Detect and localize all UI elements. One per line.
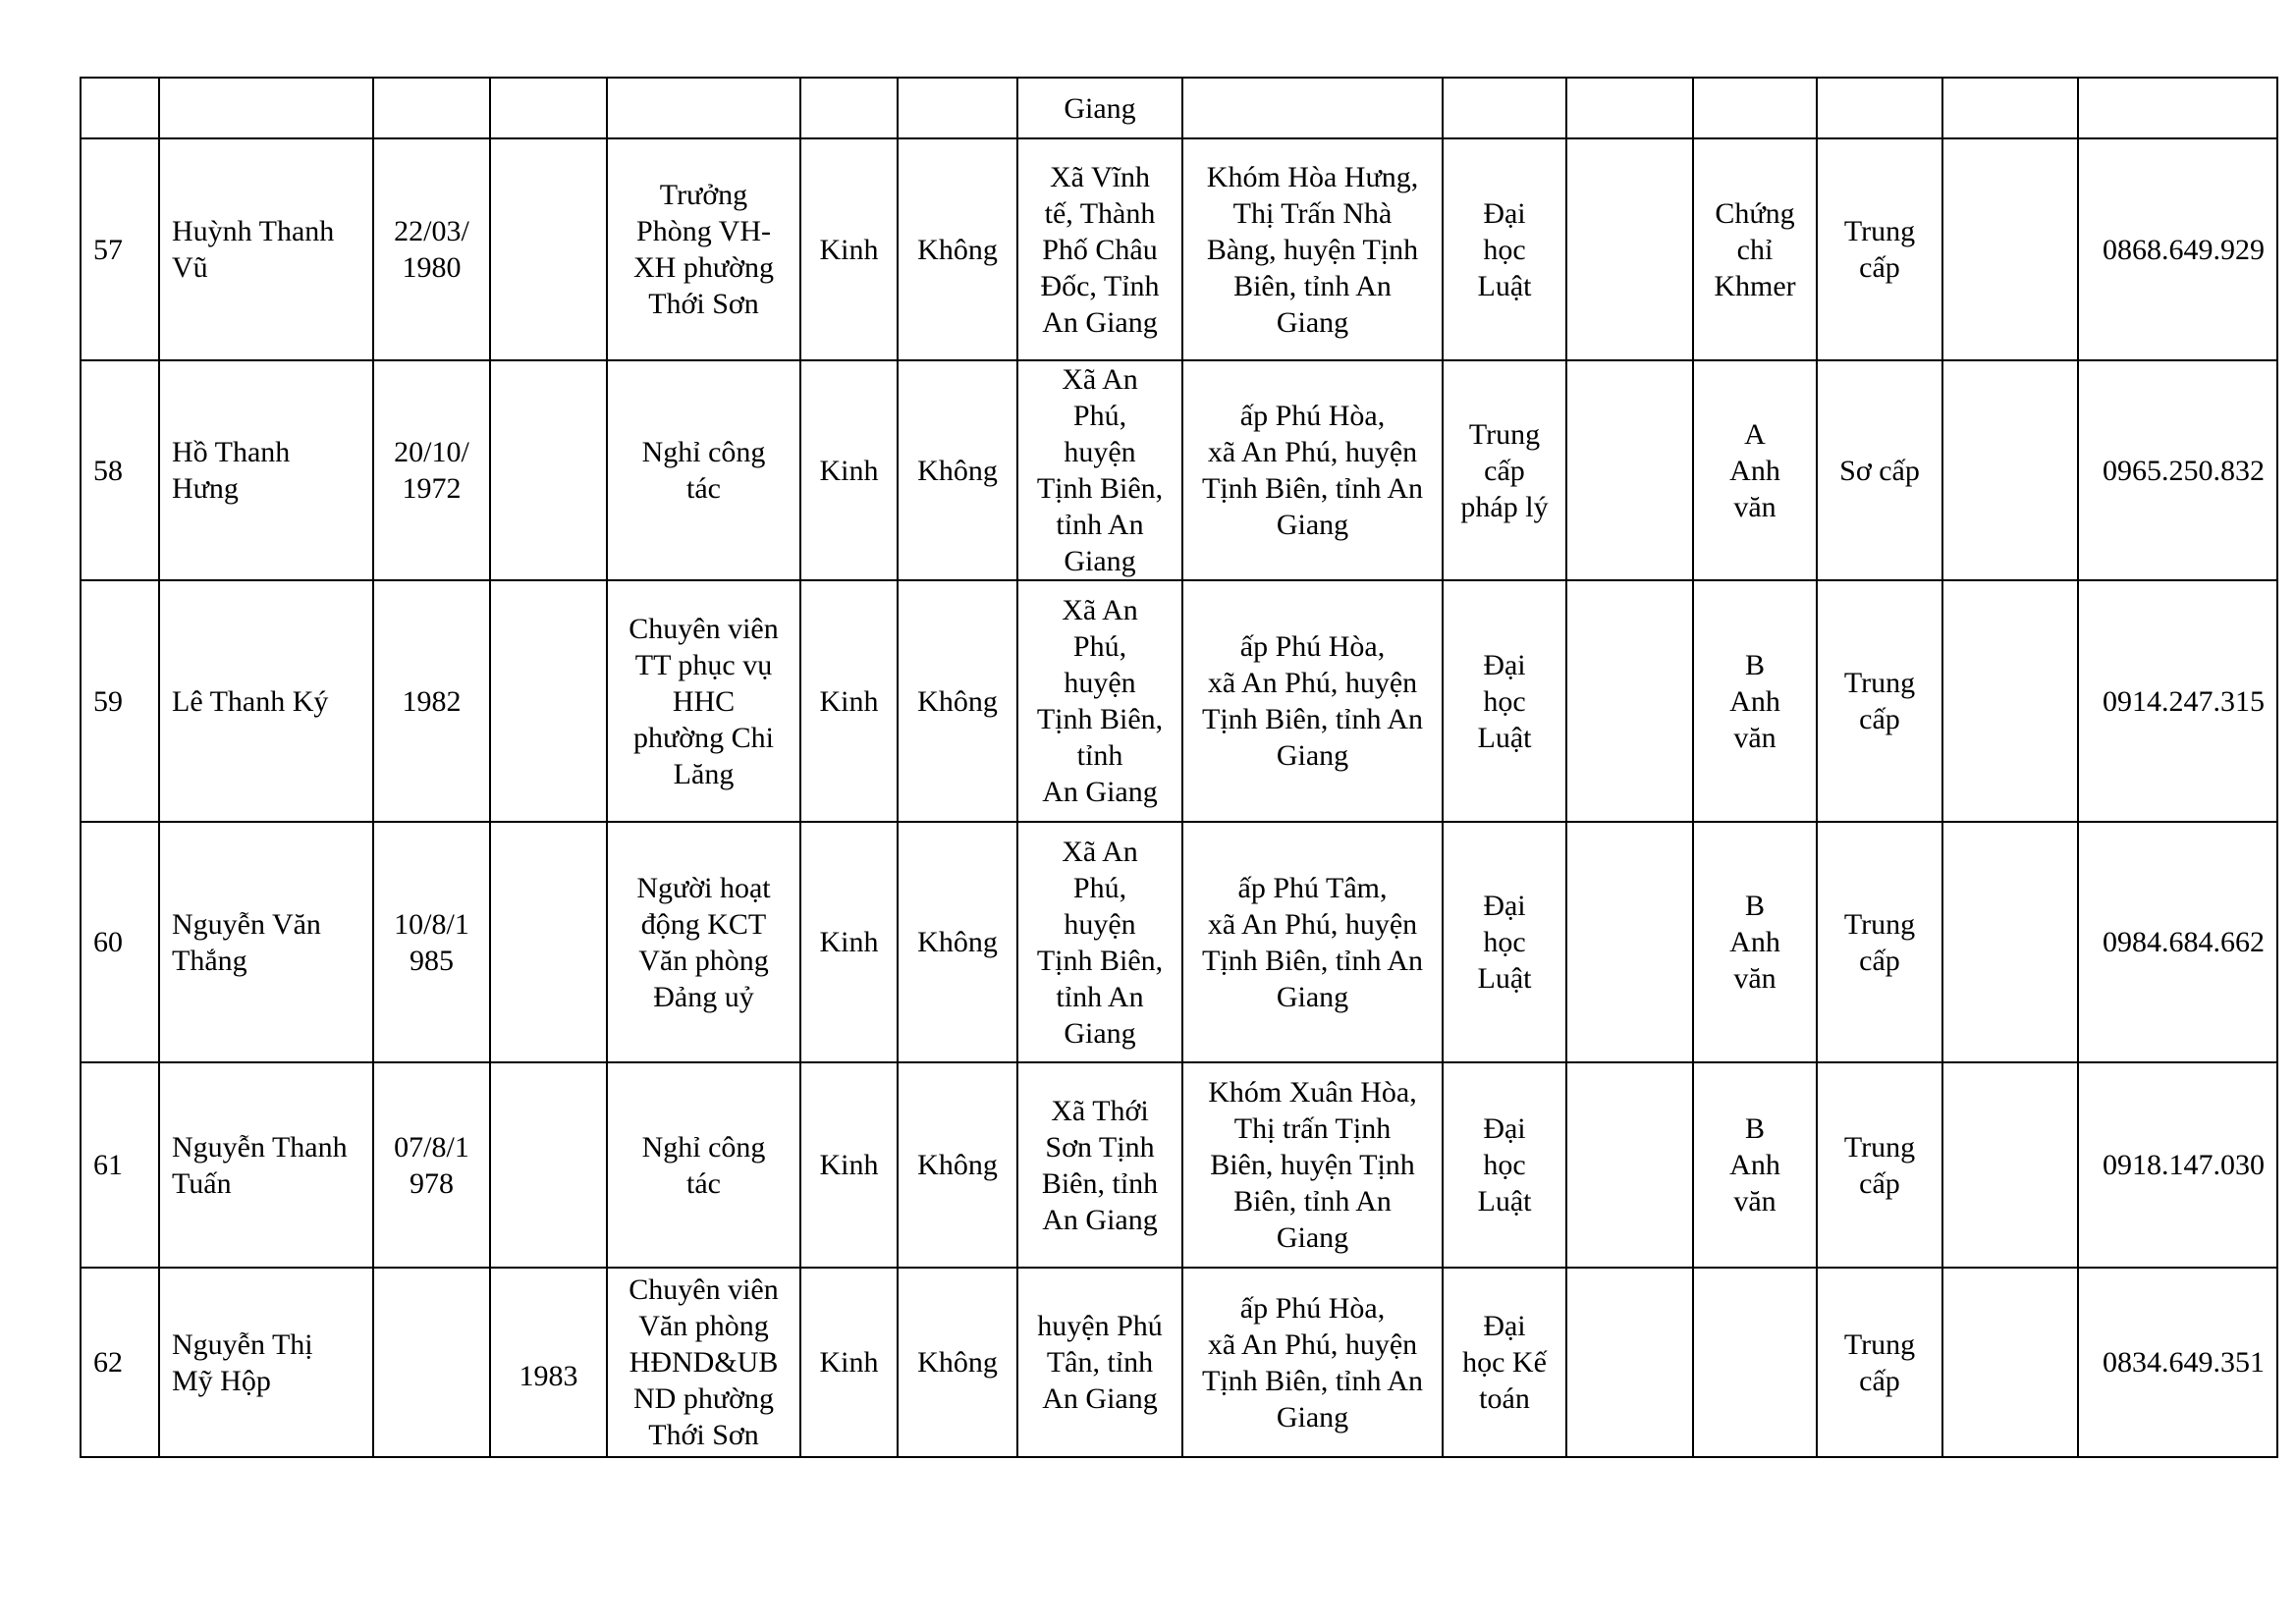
cell-line: Không (917, 454, 998, 487)
cell-line: An Giang (1042, 305, 1158, 339)
cell-line: 59 (93, 684, 123, 718)
cell-line: Giang (1276, 980, 1349, 1013)
cell-line: học (1483, 926, 1526, 958)
cell-line: Luật (1477, 269, 1532, 302)
cell-line: Phú, (1072, 871, 1127, 904)
cell-phone (2078, 822, 2277, 1062)
cell-line: Tịnh Biên, tỉnh An (1202, 703, 1423, 735)
cell-line: Biên, tỉnh An (1233, 269, 1392, 302)
cell-residence (1182, 822, 1443, 1062)
cell-line: Phố Châu (1042, 233, 1158, 266)
cell-name (159, 138, 373, 360)
cell-line: Phú, (1072, 630, 1127, 663)
cell-line: Kinh (819, 454, 879, 487)
cell-line: động KCT (640, 907, 767, 941)
cell-line: ND phường (633, 1382, 774, 1415)
cell-line: học Kế (1462, 1346, 1547, 1379)
cell-line: 10/8/1 (394, 907, 469, 941)
cell-hometown (1017, 1268, 1182, 1457)
cell-education (1443, 138, 1566, 360)
cell-line: Lê Thanh Ký (172, 684, 329, 718)
cell-line: Trung (1468, 417, 1541, 451)
cell-religion (898, 1062, 1017, 1268)
cell-dob-b (490, 1268, 607, 1457)
cell-line: học (1483, 1149, 1526, 1181)
cell-line: ấp Phú Hòa, (1239, 1291, 1386, 1325)
cell-name (159, 822, 373, 1062)
cell-line: Kinh (819, 233, 879, 266)
cell-dob-b (490, 138, 607, 360)
cell-religion (898, 360, 1017, 580)
cell-col14 (1942, 78, 2078, 138)
cell-line: Văn phòng (638, 1310, 769, 1342)
table-row (81, 1062, 2277, 1268)
cell-phone (2078, 1062, 2277, 1268)
cell-line: Thị trấn Tịnh (1233, 1112, 1392, 1145)
cell-line: tác (686, 472, 721, 505)
cell-line: Không (917, 1149, 998, 1181)
cell-hometown (1017, 580, 1182, 822)
cell-line: tỉnh An (1056, 980, 1144, 1013)
cell-line: ấp Phú Hòa, (1239, 400, 1386, 432)
cell-line: tỉnh An (1056, 509, 1144, 541)
cell-line: Trưởng (659, 179, 748, 211)
cell-ethnicity (800, 360, 898, 580)
cell-line: cấp (1859, 1166, 1900, 1200)
cell-line: Không (917, 684, 998, 718)
cell-political-theory (1817, 138, 1942, 360)
cell-line: Trung (1843, 1130, 1916, 1164)
cell-name (159, 580, 373, 822)
cell-line: 0868.649.929 (2103, 233, 2265, 266)
cell-residence (1182, 1062, 1443, 1268)
cell-line: Tịnh Biên, tỉnh An (1202, 944, 1423, 977)
cell-line: Không (917, 1346, 998, 1379)
cell-line: Giang (1276, 739, 1349, 772)
cell-dob-b (490, 822, 607, 1062)
cell-line: Biên, tỉnh An (1233, 1185, 1392, 1218)
cell-hometown (1017, 78, 1182, 138)
cell-stt (81, 1268, 159, 1457)
cell-line: Luật (1477, 962, 1532, 995)
cell-line: HHC (672, 684, 736, 718)
cell-line: Nguyễn Thanh (172, 1130, 348, 1164)
cell-residence (1182, 1268, 1443, 1457)
cell-line: Phú, (1072, 400, 1127, 432)
cell-stt (81, 1062, 159, 1268)
cell-dob-a (373, 78, 490, 138)
cell-position (607, 580, 800, 822)
cell-line: văn (1733, 1185, 1777, 1218)
cell-col11 (1566, 138, 1693, 360)
cell-line: Giang (1276, 1221, 1349, 1254)
cell-position (607, 78, 800, 138)
cell-foreign-language (1693, 1268, 1817, 1457)
cell-foreign-language (1693, 822, 1817, 1062)
cell-line: Giang (1276, 509, 1349, 541)
cell-line: cấp (1859, 703, 1900, 735)
cell-line: Sơn Tịnh (1045, 1130, 1155, 1164)
cell-line: Đại (1483, 1310, 1526, 1342)
cell-dob-b (490, 360, 607, 580)
cell-line: Thới Sơn (648, 288, 759, 320)
cell-hometown (1017, 822, 1182, 1062)
cell-line: An Giang (1042, 1382, 1158, 1415)
cell-phone (2078, 580, 2277, 822)
cell-line: Luật (1477, 1185, 1532, 1218)
cell-ethnicity (800, 580, 898, 822)
cell-line: Nghỉ công (641, 1130, 766, 1164)
cell-line: Tịnh Biên, (1036, 944, 1164, 977)
cell-hometown (1017, 138, 1182, 360)
cell-line: văn (1733, 962, 1777, 995)
cell-col14 (1942, 580, 2078, 822)
cell-line: Thới Sơn (648, 1419, 759, 1451)
cell-line: Nguyễn Văn (172, 907, 321, 941)
cell-line: 978 (410, 1166, 454, 1200)
cell-line: Đốc, Tỉnh (1040, 269, 1160, 302)
cell-line: Chuyên viên (629, 1273, 779, 1306)
cell-col14 (1942, 138, 2078, 360)
cell-col11 (1566, 360, 1693, 580)
cell-line: Đảng uỷ (653, 980, 754, 1013)
cell-dob-a (373, 822, 490, 1062)
cell-dob-a (373, 360, 490, 580)
cell-line: ấp Phú Hòa, (1239, 630, 1386, 663)
cell-line: Anh (1729, 1149, 1780, 1181)
cell-line: Phòng VH- (636, 215, 771, 247)
cell-line: huyện (1064, 436, 1136, 468)
cell-line: Khmer (1714, 269, 1796, 302)
cell-line: Kinh (819, 684, 879, 718)
cell-dob-a (373, 580, 490, 822)
cell-political-theory (1817, 1062, 1942, 1268)
cell-line: 1972 (402, 472, 462, 505)
cell-foreign-language (1693, 580, 1817, 822)
cell-education (1443, 78, 1566, 138)
cell-line: Thắng (172, 944, 247, 977)
table-row (81, 360, 2277, 580)
cell-line: TT phục vụ (634, 648, 773, 681)
cell-political-theory (1817, 78, 1942, 138)
cell-religion (898, 1268, 1017, 1457)
cell-line: Không (917, 926, 998, 958)
cell-line: tác (686, 1166, 721, 1200)
cell-line: Xã An (1062, 363, 1138, 396)
cell-political-theory (1817, 360, 1942, 580)
cell-line: Biên, tỉnh (1041, 1166, 1159, 1200)
cell-line: 1982 (402, 684, 462, 718)
cell-position (607, 1062, 800, 1268)
cell-ethnicity (800, 822, 898, 1062)
cell-dob-a (373, 1268, 490, 1457)
cell-col14 (1942, 822, 2078, 1062)
cell-line: Huỳnh Thanh (172, 215, 335, 247)
cell-line: Nghỉ công (641, 436, 766, 468)
cell-name (159, 360, 373, 580)
cell-line: học (1483, 233, 1526, 266)
cell-residence (1182, 78, 1443, 138)
cell-line: ấp Phú Tâm, (1237, 871, 1388, 904)
cell-religion (898, 78, 1017, 138)
cell-line: XH phường (633, 251, 774, 284)
cell-ethnicity (800, 138, 898, 360)
personnel-table (80, 77, 2278, 1458)
cell-line: Trung (1843, 667, 1916, 699)
cell-line: 1980 (402, 251, 462, 284)
cell-education (1443, 822, 1566, 1062)
cell-position (607, 822, 800, 1062)
cell-residence (1182, 138, 1443, 360)
cell-position (607, 1268, 800, 1457)
cell-line: B (1744, 1112, 1765, 1145)
cell-line: Khóm Xuân Hòa, (1208, 1076, 1417, 1109)
cell-line: 60 (93, 926, 123, 958)
cell-line: Giang (1064, 1016, 1136, 1050)
cell-line: huyện Phú (1037, 1310, 1163, 1342)
cell-religion (898, 138, 1017, 360)
cell-line: pháp lý (1460, 490, 1549, 523)
cell-line: Nguyễn Thị (172, 1327, 313, 1361)
cell-political-theory (1817, 580, 1942, 822)
cell-religion (898, 580, 1017, 822)
cell-line: A (1744, 417, 1766, 451)
cell-line: Thị Trấn Nhà (1232, 196, 1393, 230)
cell-line: Văn phòng (638, 944, 769, 977)
cell-line: Luật (1477, 721, 1532, 754)
cell-ethnicity (800, 78, 898, 138)
cell-line: Anh (1729, 926, 1780, 958)
cell-line: Biên, huyện Tịnh (1210, 1149, 1415, 1181)
cell-dob-a (373, 138, 490, 360)
cell-phone (2078, 78, 2277, 138)
cell-line: Giang (1276, 1400, 1349, 1434)
cell-line: 07/8/1 (394, 1130, 469, 1164)
cell-line: Tịnh Biên, (1036, 472, 1164, 505)
cell-col11 (1566, 78, 1693, 138)
cell-line: An Giang (1042, 776, 1158, 808)
cell-hometown (1017, 1062, 1182, 1268)
cell-line: 62 (93, 1346, 123, 1379)
cell-position (607, 138, 800, 360)
cell-line: Người hoạt (636, 871, 771, 904)
cell-line: 985 (410, 944, 454, 977)
cell-line: Lăng (673, 757, 735, 790)
cell-education (1443, 1268, 1566, 1457)
cell-political-theory (1817, 822, 1942, 1062)
cell-line: toán (1479, 1382, 1530, 1415)
cell-line: xã An Phú, huyện (1207, 667, 1418, 699)
cell-line: văn (1733, 721, 1777, 754)
cell-line: Đại (1483, 1112, 1526, 1145)
table-row (81, 138, 2277, 360)
cell-dob-a (373, 1062, 490, 1268)
cell-line: Khóm Hòa Hưng, (1206, 160, 1419, 193)
cell-line: 57 (93, 233, 123, 266)
cell-line: Giang (1064, 545, 1136, 577)
cell-line: Tịnh Biên, tỉnh An (1202, 472, 1423, 505)
cell-line: tỉnh (1076, 739, 1123, 772)
cell-line: 61 (93, 1149, 123, 1181)
cell-col14 (1942, 1268, 2078, 1457)
cell-line: Không (917, 233, 998, 266)
cell-line: Vũ (172, 251, 208, 284)
cell-stt (81, 138, 159, 360)
cell-line: Hồ Thanh (172, 436, 291, 468)
cell-line: HĐND&UB (629, 1346, 779, 1379)
cell-hometown (1017, 360, 1182, 580)
cell-line: Kinh (819, 1149, 879, 1181)
cell-line: học (1483, 684, 1526, 718)
cell-line: phường Chi (633, 721, 774, 754)
cell-line: xã An Phú, huyện (1207, 907, 1418, 941)
cell-education (1443, 360, 1566, 580)
cell-line: Giang (1064, 91, 1136, 125)
cell-line: huyện (1064, 907, 1136, 941)
cell-line: Giang (1276, 305, 1349, 339)
cell-line: Trung (1843, 907, 1916, 941)
cell-line: Đại (1483, 890, 1526, 922)
cell-foreign-language (1693, 1062, 1817, 1268)
cell-dob-b (490, 1062, 607, 1268)
cell-education (1443, 1062, 1566, 1268)
cell-line: 22/03/ (394, 215, 469, 247)
cell-line: tế, Thành (1044, 196, 1156, 230)
cell-position (607, 360, 800, 580)
cell-education (1443, 580, 1566, 822)
cell-residence (1182, 580, 1443, 822)
cell-line: Trung (1843, 215, 1916, 247)
cell-dob-b (490, 78, 607, 138)
cell-ethnicity (800, 1062, 898, 1268)
cell-line: Xã Vĩnh (1050, 160, 1150, 193)
table-row (81, 822, 2277, 1062)
cell-dob-b (490, 580, 607, 822)
cell-phone (2078, 360, 2277, 580)
cell-name (159, 78, 373, 138)
table-body (81, 78, 2277, 1457)
cell-line: An Giang (1042, 1203, 1158, 1236)
cell-stt (81, 822, 159, 1062)
cell-line: Chuyên viên (629, 612, 779, 645)
cell-line: Bàng, huyện Tịnh (1206, 233, 1419, 266)
cell-line: xã An Phú, huyện (1207, 436, 1418, 468)
cell-line: Mỹ Hộp (172, 1364, 271, 1397)
cell-line: 0834.649.351 (2103, 1346, 2265, 1379)
cell-foreign-language (1693, 78, 1817, 138)
cell-stt (81, 360, 159, 580)
cell-col11 (1566, 1268, 1693, 1457)
cell-line: Xã Thới (1051, 1094, 1149, 1127)
cell-ethnicity (800, 1268, 898, 1457)
cell-line: Hưng (172, 472, 239, 505)
cell-political-theory (1817, 1268, 1942, 1457)
cell-phone (2078, 1268, 2277, 1457)
cell-religion (898, 822, 1017, 1062)
cell-line: 0918.147.030 (2103, 1149, 2265, 1181)
cell-phone (2078, 138, 2277, 360)
cell-line: Xã An (1062, 594, 1138, 626)
cell-stt (81, 78, 159, 138)
cell-line: cấp (1859, 944, 1900, 977)
table-row-continuation (81, 78, 2277, 138)
cell-col14 (1942, 1062, 2078, 1268)
cell-line: cấp (1859, 1364, 1900, 1397)
cell-line: Anh (1729, 684, 1780, 718)
cell-line: 20/10/ (394, 436, 469, 468)
cell-foreign-language (1693, 138, 1817, 360)
cell-line: Tuấn (172, 1166, 232, 1200)
cell-line: Kinh (819, 1346, 879, 1379)
cell-line: 0914.247.315 (2103, 684, 2265, 718)
cell-col11 (1566, 822, 1693, 1062)
cell-line: 1983 (519, 1360, 578, 1392)
cell-line: Tân, tỉnh (1046, 1346, 1154, 1379)
cell-line: Đại (1483, 196, 1526, 230)
cell-name (159, 1062, 373, 1268)
cell-line: văn (1733, 490, 1777, 523)
cell-line: Trung (1843, 1327, 1916, 1361)
cell-line: Xã An (1062, 835, 1138, 868)
cell-line: huyện (1064, 667, 1136, 699)
cell-line: Anh (1729, 454, 1780, 487)
cell-line: Chứng (1715, 196, 1795, 230)
cell-col11 (1566, 580, 1693, 822)
cell-line: B (1744, 890, 1765, 922)
cell-line: Đại (1483, 648, 1526, 681)
cell-line: B (1744, 648, 1765, 681)
cell-line: Tịnh Biên, (1036, 703, 1164, 735)
cell-line: Tịnh Biên, tỉnh An (1202, 1364, 1423, 1397)
cell-line: chỉ (1736, 233, 1774, 266)
cell-line: 0984.684.662 (2103, 926, 2265, 958)
cell-line: cấp (1859, 251, 1900, 284)
cell-line: Sơ cấp (1839, 454, 1920, 487)
cell-name (159, 1268, 373, 1457)
cell-col11 (1566, 1062, 1693, 1268)
cell-col14 (1942, 360, 2078, 580)
table-row (81, 580, 2277, 822)
cell-foreign-language (1693, 360, 1817, 580)
cell-line: 58 (93, 454, 123, 487)
cell-stt (81, 580, 159, 822)
cell-line: Kinh (819, 926, 879, 958)
cell-line: 0965.250.832 (2103, 454, 2265, 487)
cell-residence (1182, 360, 1443, 580)
cell-line: cấp (1484, 454, 1525, 487)
cell-line: xã An Phú, huyện (1207, 1327, 1418, 1361)
table-row (81, 1268, 2277, 1457)
